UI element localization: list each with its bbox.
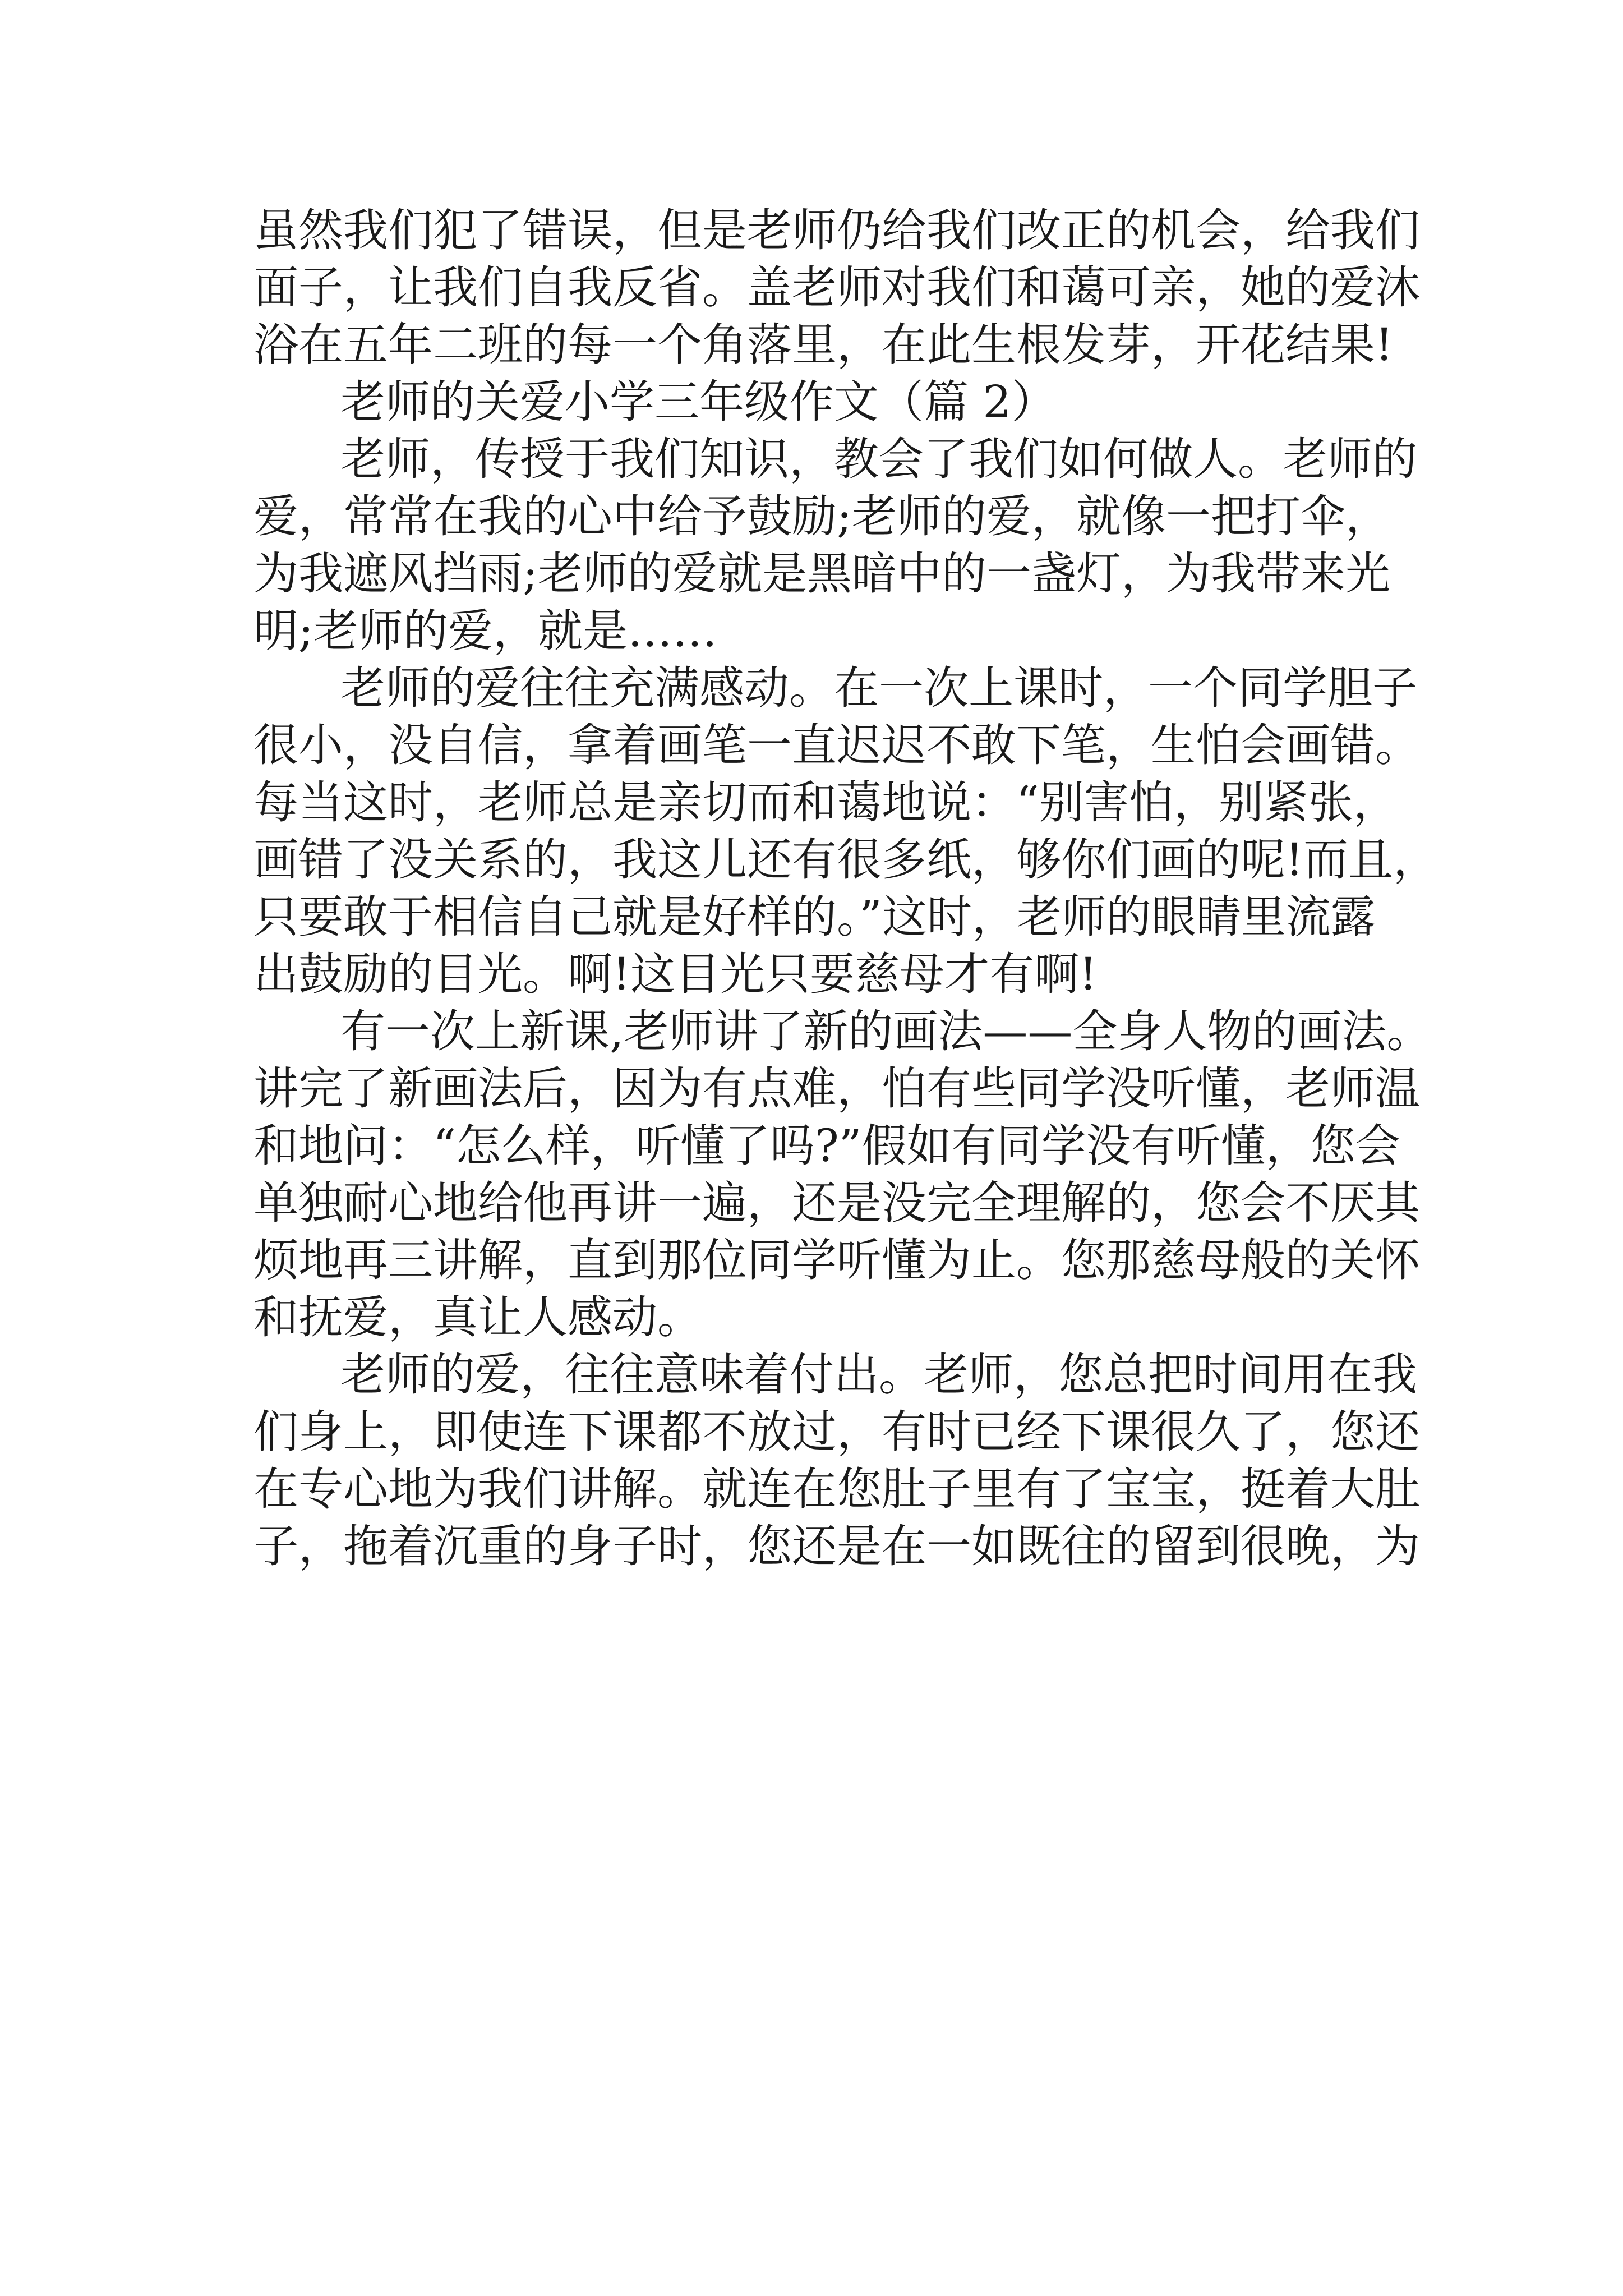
text-line: 有一次上新课,老师讲了新的画法——全身人物的画法。: [340, 1005, 1432, 1057]
text-line: 讲完了新画法后，因为有点难，怕有些同学没听懂，老师温: [253, 1062, 1420, 1115]
text-line: 每当这时，老师总是亲切而和蔼地说：“别害怕，别紧张，: [253, 776, 1398, 829]
text-line: 在专心地为我们讲解。就连在您肚子里有了宝宝，挺着大肚: [253, 1463, 1420, 1515]
text-line: 很小，没自信，拿着画笔一直迟迟不敢下笔，生怕会画错。: [253, 719, 1420, 771]
text-line: 烦地再三讲解，直到那位同学听懂为止。您那慈母般的关怀: [253, 1234, 1420, 1286]
text-line: 和地问：“怎么样，听懂了吗?”假如有同学没有听懂，您会: [253, 1120, 1400, 1172]
text-line: 为我遮风挡雨;老师的爱就是黑暗中的一盏灯，为我带来光: [253, 547, 1390, 600]
text-line: 只要敢于相信自己就是好样的。”这时，老师的眼睛里流露: [253, 891, 1376, 943]
text-line: 单独耐心地给他再讲一遍，还是没完全理解的，您会不厌其: [253, 1177, 1420, 1229]
text-line: 老师的爱往往充满感动。在一次上课时，一个同学胆子: [340, 662, 1417, 714]
text-line: 明;老师的爱，就是……: [253, 605, 717, 657]
text-line: 浴在五年二班的每一个角落里，在此生根发芽，开花结果!: [253, 319, 1394, 371]
text-line: 画错了没关系的，我这儿还有很多纸，够你们画的呢!而且，: [253, 834, 1438, 886]
text-line: 子，拖着沉重的身子时，您还是在一如既往的留到很晚，为: [253, 1520, 1420, 1572]
text-line: 出鼓励的目光。啊!这目光只要慈母才有啊!: [253, 948, 1098, 1000]
text-line: 爱，常常在我的心中给予鼓励;老师的爱，就像一把打伞，: [253, 490, 1390, 542]
section-title: 老师的关爱小学三年级作文（篇 2）: [340, 376, 1057, 428]
text-line: 面子，让我们自我反省。盖老师对我们和蔼可亲，她的爱沐: [253, 261, 1420, 314]
text-line: 老师的爱，往往意味着付出。老师，您总把时间用在我: [340, 1349, 1417, 1401]
text-line: 和抚爱，真让人感动。: [253, 1291, 702, 1343]
text-line: 们身上，即使连下课都不放过，有时已经下课很久了，您还: [253, 1406, 1420, 1458]
text-line: 老师，传授于我们知识，教会了我们如何做人。老师的: [340, 433, 1417, 485]
text-line: 虽然我们犯了错误，但是老师仍给我们改正的机会，给我们: [253, 204, 1420, 256]
essay-text: [253, 202, 1438, 1575]
